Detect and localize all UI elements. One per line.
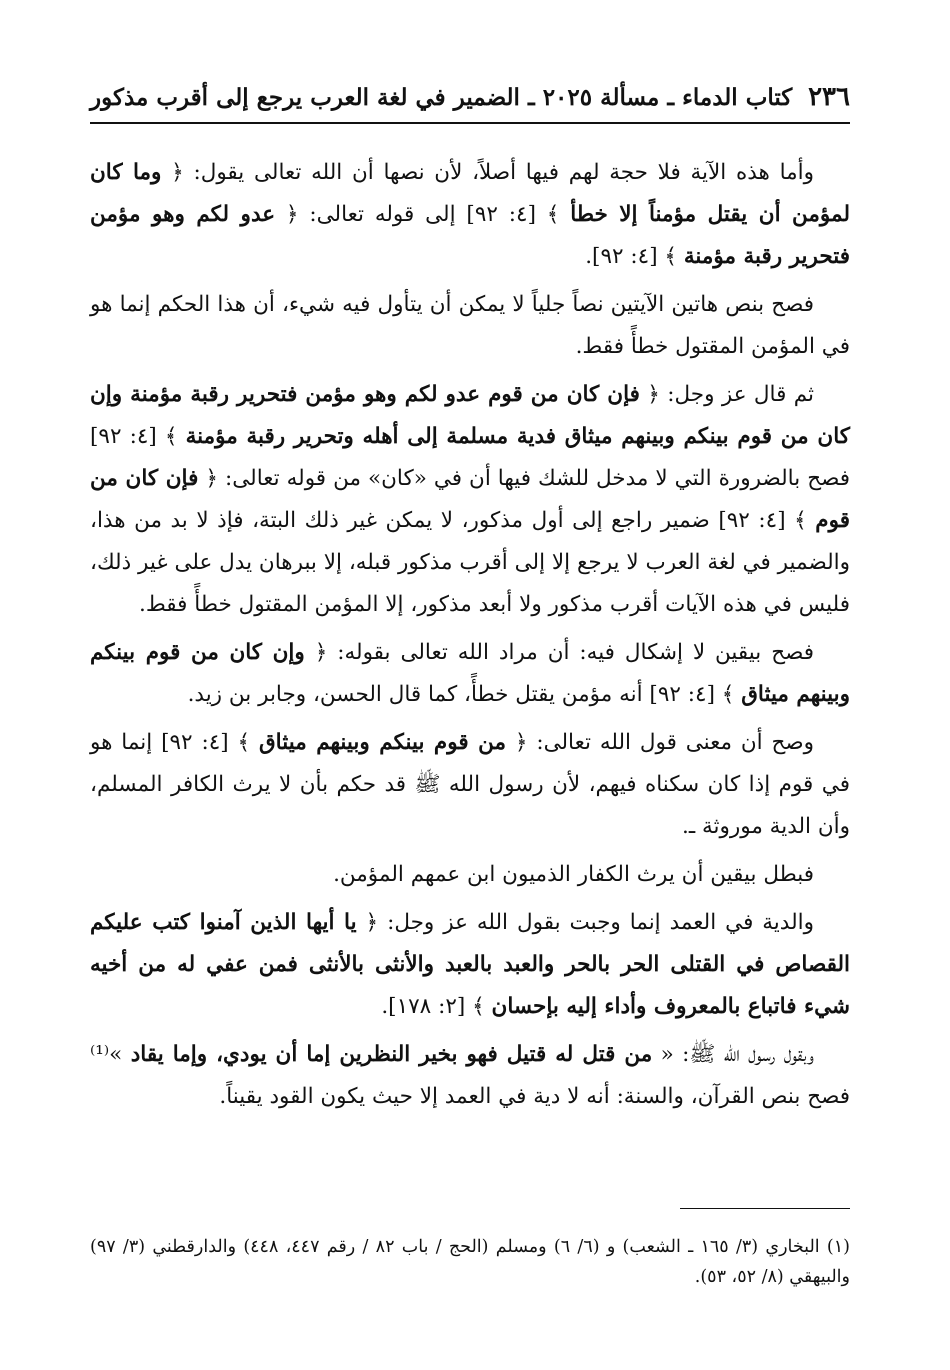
running-title: كتاب الدماء ـ مسألة ٢٠٢٥ ـ الضمير في لغة العرب يرجع إلى أقرب مذكور bbox=[90, 83, 793, 111]
paragraph-text: وصح أن معنى قول الله تعالى: ﴿ bbox=[506, 730, 815, 755]
paragraph-text: ﴾ [٤: ٩٢] إلى قوله تعالى: ﴿ bbox=[275, 202, 571, 227]
paragraph-text: ﴾ [٤: ٩٢]. bbox=[585, 244, 684, 269]
quran-quote: فإن كان من قوم عدو لكم وهو مؤمن فتحرير رقبة مؤمنة وإن كان من قوم بينكم وبينهم ميثاق فدية مسلمة إلى أهله وتحرير رقبة مؤمنة bbox=[90, 382, 851, 449]
paragraph-text: »⁽¹⁾ فصح بنص القرآن، والسنة: أنه لا دية في العمد إلا حيث يكون القود يقيناً. bbox=[90, 1042, 850, 1109]
paragraph-text: ﴾ [٤: ٩٢] فصح بالضرورة التي لا مدخل للشك فيها أن في «كان» من قوله تعالى: ﴿ bbox=[90, 424, 851, 491]
paragraph-4 bbox=[90, 632, 850, 716]
paragraph-3 bbox=[90, 374, 850, 626]
paragraph-text: ﴾ [٢: ١٧٨]. bbox=[381, 994, 492, 1019]
paragraph-text: فصح بنص هاتين الآيتين نصاً جلياً لا يمكن أن يتأول فيه شيء، أن هذا الحكم إنما هو في المؤمن المقتول خطأً فقط. bbox=[90, 292, 850, 359]
quran-quote: وإن كان من قوم بينكم وبينهم ميثاق bbox=[90, 640, 850, 707]
hadith-quote: من قتل له قتيل فهو بخير النظرين إما أن يودي، وإما يقاد bbox=[130, 1042, 653, 1067]
paragraph-2 bbox=[90, 284, 850, 368]
paragraph-text: ثم قال عز وجل: ﴿ bbox=[639, 382, 815, 407]
paragraph-text: ﴾ [٤: ٩٢] إنما هو في قوم إذا كان سكناه فيهم، لأن رسول الله ﷺ قد حكم بأن لا يرث الكافر المسلم، وأن الدية موروثة ـ. bbox=[90, 730, 850, 839]
paragraph-text: ﴾ [٤: ٩٢] ضمير راجع إلى أول مذكور، لا يمكن غير ذلك البتة، فإذ لا بد من هذا، والضمير في لغة العرب لا يرجع إلا إلى أقرب مذكور قبله، إلا ببرهان يدل على غير ذلك، فليس في هذه الآيات أقرب مذكور ولا أبعد مذكور، إلا المؤمن المقتول خطأً فقط. bbox=[90, 508, 850, 617]
footnote-separator bbox=[680, 1208, 850, 1209]
paragraph-8 bbox=[90, 1034, 850, 1118]
quran-quote: فإن كان من قوم bbox=[90, 466, 850, 533]
paragraph-text: والدية في العمد إنما وجبت بقول الله عز وجل: ﴿ bbox=[356, 910, 814, 935]
footnote: (١) البخاري (٣/ ١٦٥ ـ الشعب) و (٦/ ٦) ومسلم (الحج / باب ٨٢ / رقم ٤٤٧، ٤٤٨) والدارقطني (٣/ ٩٧) والبيهقي (٨/ ٥٢، ٥٣). bbox=[90, 1237, 850, 1287]
paragraph-5 bbox=[90, 722, 850, 848]
paragraph-text: فصح بيقين لا إشكال فيه: أن مراد الله تعالى بقوله: ﴿ bbox=[304, 640, 814, 665]
paragraph-text: فبطل بيقين أن يرث الكفار الذميون ابن عمهم المؤمن. bbox=[333, 862, 814, 887]
page-header bbox=[90, 78, 850, 124]
paragraph-text: وأما هذه الآية فلا حجة لهم فيها أصلاً، لأن نصها أن الله تعالى يقول: ﴿ bbox=[161, 160, 814, 185]
paragraph-1 bbox=[90, 152, 850, 278]
quran-quote: من قوم بينكم وبينهم ميثاق bbox=[258, 730, 507, 755]
page-number: ٢٣٦ bbox=[808, 82, 850, 112]
paragraph-text: وبقول رسول الله ﷺ: « bbox=[652, 1042, 814, 1067]
paragraph-7 bbox=[90, 902, 850, 1028]
quran-quote: يا أيها الذين آمنوا كتب عليكم القصاص في القتلى الحر بالحر والعبد بالعبد والأنثى بالأنثى فمن عفي له من أخيه شيء فاتباع بالمعروف وأداء إليه بإحسان bbox=[90, 910, 850, 1019]
quran-quote: عدو لكم وهو مؤمن فتحرير رقبة مؤمنة bbox=[90, 202, 850, 269]
paragraph-6 bbox=[90, 854, 850, 896]
paragraph-text: ﴾ [٤: ٩٢] أنه مؤمن يقتل خطأً، كما قال الحسن، وجابر بن زيد. bbox=[187, 682, 742, 707]
page-body bbox=[90, 152, 850, 1124]
quran-quote: وما كان لمؤمن أن يقتل مؤمناً إلا خطأ bbox=[90, 160, 851, 227]
